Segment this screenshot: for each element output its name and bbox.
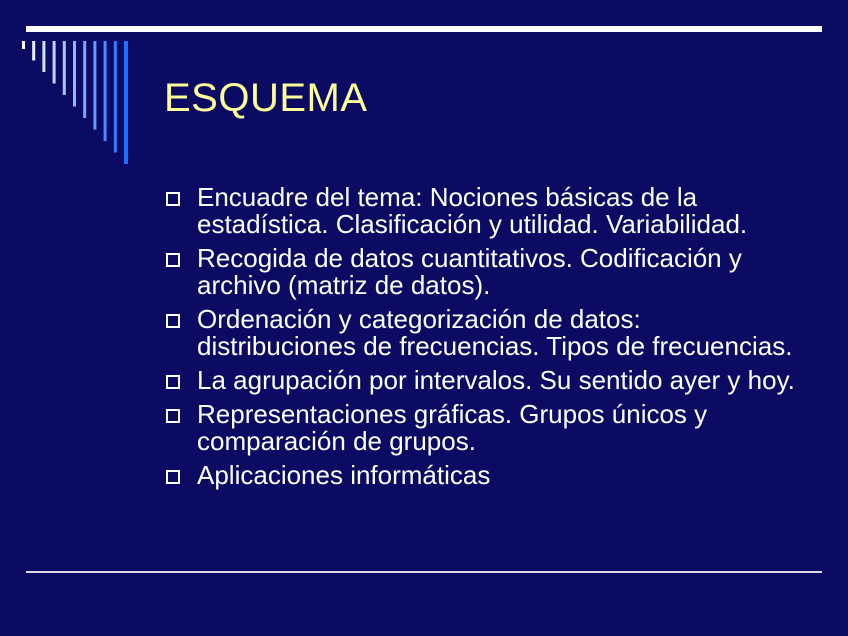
decorative-stripe	[22, 41, 25, 49]
decorative-stripe	[104, 41, 107, 141]
decorative-stripe	[42, 41, 45, 72]
bullet-item	[165, 367, 805, 394]
decorative-stripe	[73, 41, 76, 107]
bullet-item	[165, 462, 805, 489]
bullet-text: Representaciones gráficas. Grupos únicos y comparación de grupos.	[197, 399, 708, 456]
bullet-item	[165, 306, 805, 360]
decorative-stripe	[83, 41, 86, 118]
bullet-text: La agrupación por intervalos. Su sentido ayer y hoy.	[197, 365, 795, 395]
bottom-divider	[26, 571, 822, 573]
bullet-text: Encuadre del tema: Nociones básicas de la estadística. Clasificación y utilidad. Variabilidad.	[197, 182, 748, 239]
square-bullet-icon	[166, 192, 180, 206]
decorative-stripe	[124, 41, 128, 164]
square-bullet-icon	[166, 375, 180, 389]
decorative-stripe	[32, 41, 35, 61]
square-bullet-icon	[166, 253, 180, 267]
bullet-text: Ordenación y categorización de datos: distribuciones de frecuencias. Tipos de frecuencias.	[197, 304, 793, 361]
square-bullet-icon	[166, 314, 180, 328]
slide-title: ESQUEMA	[164, 76, 368, 120]
decorative-stripe	[114, 41, 117, 153]
bullet-item	[165, 401, 805, 455]
decorative-stripe	[53, 41, 56, 84]
bullet-list	[165, 184, 805, 496]
square-bullet-icon	[166, 470, 180, 484]
bullet-text: Recogida de datos cuantitativos. Codificación y archivo (matriz de datos).	[197, 243, 742, 300]
decorative-stripe	[93, 41, 96, 130]
square-bullet-icon	[166, 409, 180, 423]
bullet-item	[165, 245, 805, 299]
bullet-text: Aplicaciones informáticas	[197, 460, 491, 490]
bullet-item	[165, 184, 805, 238]
decorative-stripe	[63, 41, 66, 95]
